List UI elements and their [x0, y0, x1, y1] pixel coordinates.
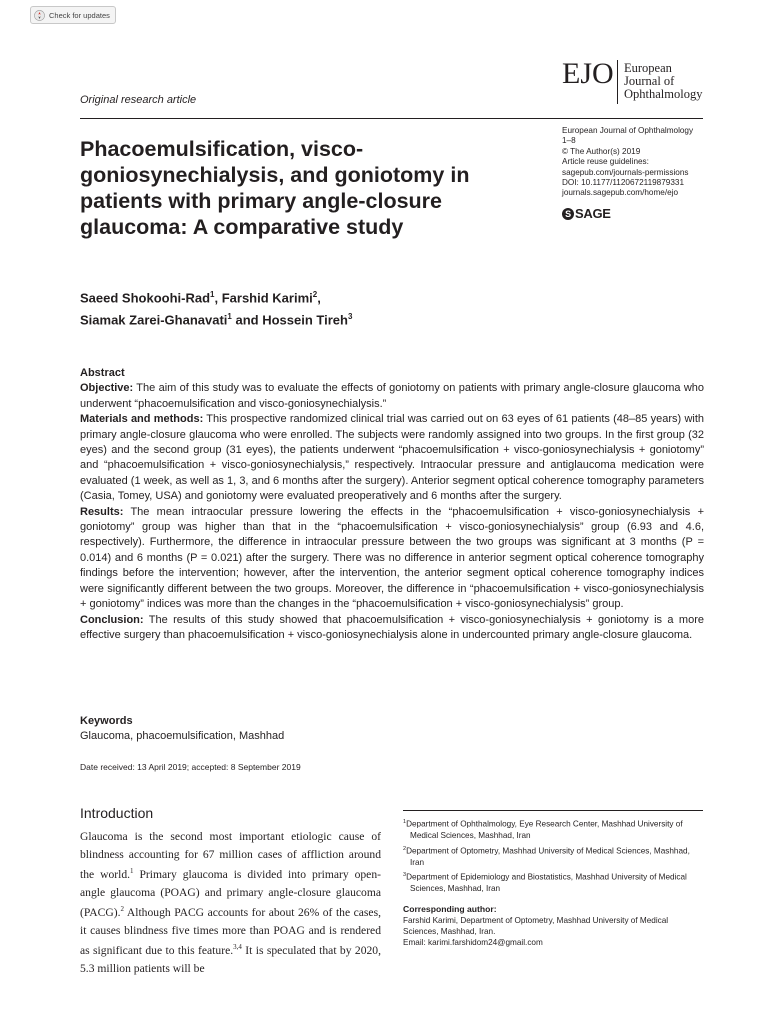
keywords-text: Glaucoma, phacoemulsification, Mashhad [80, 730, 285, 743]
affiliation-text: Department of Optometry, Mashhad University of Medical Sciences, Mashhad, Iran [406, 846, 690, 867]
journal-name-line: European [624, 61, 672, 75]
affiliation-text: Department of Ophthalmology, Eye Research Center, Mashhad University of Medical Sciences, Mashhad, Iran [406, 819, 683, 840]
journal-meta [562, 126, 712, 199]
journal-name-line: Journal of [624, 74, 675, 88]
introduction-text [80, 828, 381, 977]
affiliation-item [403, 844, 703, 868]
author-name: Siamak Zarei-Ghanavati [80, 312, 228, 328]
meta-line: Article reuse guidelines: [562, 157, 649, 167]
affiliation-number: 3 [403, 872, 407, 879]
body-text: Glaucoma is the second most important etiologic cause of blindness accounting for 67 million cases of affliction around the world. [80, 830, 381, 882]
received-dates: Date received: 13 April 2019; accepted: 8 September 2019 [80, 762, 301, 772]
header-rule [80, 118, 703, 119]
section-text: The aim of this study was to evaluate the effects of goniotomy on patients with primary angle-closure glaucoma who underwent “phacoemulsification and visco-goniosynechialysis.” [80, 382, 704, 410]
corresponding-heading: Corresponding author: [403, 904, 497, 914]
keywords [80, 714, 480, 745]
journal-logo: EJO [562, 57, 614, 90]
body-text: Primary glaucoma is divided into primary open-angle glaucoma (POAG) and primary angle-closure glaucoma (PACG). [80, 868, 381, 920]
citation-ref[interactable]: 1 [130, 867, 134, 876]
logo-divider [617, 60, 618, 104]
author-name: Saeed Shokoohi-Rad [80, 290, 211, 306]
author-affiliation-mark: 1 [227, 312, 232, 322]
sage-s-icon: S [562, 208, 574, 220]
abstract-objective [80, 381, 704, 412]
section-text: The results of this study showed that phacoemulsification + visco-goniosynechialysis + goniotomy is a more effective surgery than phacoemulsification + visco-goniosynechialysis alone in undercounted primary angle-closure glaucoma. [80, 613, 704, 641]
section-label: Conclusion: [80, 613, 144, 626]
author-name: Hossein Tireh [262, 312, 348, 328]
keywords-heading: Keywords [80, 715, 133, 727]
author-affiliation-mark: 3 [347, 312, 353, 322]
body-text: It is speculated that by 2020, 5.3 million patients will be [80, 944, 381, 975]
check-for-updates-badge[interactable] [30, 6, 116, 24]
check-updates-icon [34, 10, 45, 21]
citation-ref[interactable]: 3,4 [233, 943, 242, 952]
check-for-updates-label: Check for updates [49, 10, 110, 20]
author-affiliation-mark: 1 [210, 290, 215, 299]
journal-home-link[interactable]: journals.sagepub.com/home/ejo [562, 188, 679, 198]
affiliation-item [403, 870, 703, 894]
section-label: Results: [80, 505, 124, 518]
corresponding-email[interactable]: Email: karimi.farshidom24@gmail.com [403, 938, 543, 948]
affiliation-number: 2 [403, 845, 407, 852]
body-text: Although PACG accounts for about 26% of the cases, it causes blindness five times more than POAG and is rendered as significant due to this feature. [80, 906, 381, 958]
abstract-methods [80, 412, 704, 504]
abstract-conclusion [80, 613, 704, 644]
journal-name [624, 62, 702, 101]
affiliation-number: 1 [403, 819, 407, 825]
abstract-results [80, 505, 704, 613]
corresponding-address: Farshid Karimi, Department of Optometry, Mashhad University of Medical Sciences, Mashhad, Iran. [403, 916, 669, 937]
publisher-logo [562, 206, 611, 221]
section-label: Objective: [80, 382, 134, 395]
author-separator: , [214, 290, 222, 306]
meta-line: © The Author(s) 2019 [562, 146, 641, 156]
permissions-link[interactable]: sagepub.com/journals-permissions [562, 167, 689, 177]
meta-line: 1–8 [562, 136, 576, 146]
author-separator: , [317, 290, 321, 306]
citation-ref[interactable]: 2 [120, 905, 124, 914]
author-affiliation-mark: 2 [312, 290, 318, 299]
author-separator: and [231, 312, 263, 328]
publisher-name: SAGE [575, 206, 611, 221]
abstract [80, 366, 704, 643]
affiliation-item [403, 817, 703, 841]
author-name: Farshid Karimi [221, 290, 313, 306]
author-list [80, 285, 500, 330]
meta-line: European Journal of Ophthalmology [562, 126, 694, 135]
affiliation-text: Department of Epidemiology and Biostatistics, Mashhad University of Medical Sciences, Mashhad, Iran [406, 873, 687, 894]
article-title: Phacoemulsification, visco-goniosynechialysis, and goniotomy in patients with primary angle-closure glaucoma: A comparative study [80, 137, 470, 239]
section-text: The mean intraocular pressure lowering the effects in the “phacoemulsification + visco-goniosynechialysis + goniotomy” group was higher than that in the “phacoemulsification + visco-goniosynechialysis” group (6.93 and 4.6, respectively). Furthermore, the difference in intraocular pressure between the two groups was significant at 3 months (P = 0.014) and 6 months (P = 0.021) after the surgery. There was no difference in anterior segment optical coherence tomography findings before the intervention; however, after the intervention, the anterior segment optical coherence tomography indices were significantly different between the two groups. Moreover, the difference in “phacoemulsification + visco-goniosynechialysis + goniotomy” indices was more than the changes in the “phacoemulsification + visco-goniosynechialysis” group. [80, 505, 704, 611]
introduction-heading: Introduction [80, 805, 154, 821]
section-label: Materials and methods: [80, 413, 204, 426]
affiliation-rule [403, 810, 703, 811]
abstract-heading: Abstract [80, 367, 125, 379]
article-type: Original research article [80, 94, 197, 106]
doi-link[interactable]: DOI: 10.1177/1120672119879331 [562, 178, 685, 188]
section-text: This prospective randomized clinical trial was carried out on 63 eyes of 61 patients (48–85 years) with primary angle-closure glaucoma who were enrolled. The subjects were randomly assigned into two groups. In the first group (32 eyes) and the second group (31 eyes), the patients underwent “phacoemulsification + visco-goniosynechialysis + goniotomy” and “phacoemulsification + visco-goniosynechialysis,” respectively. Intraocular pressure and antiglaucoma medication were evaluated (1 week, as well as 1, 3, and 6 months after the surgery). Anterior segment optical coherence tomography parameters (Casia, Tomey, USA) and goniotomy were evaluated preoperatively and 6 months after the surgery. [80, 413, 704, 503]
corresponding-author [403, 915, 703, 949]
affiliations [403, 817, 703, 897]
journal-name-line: Ophthalmology [624, 87, 703, 101]
